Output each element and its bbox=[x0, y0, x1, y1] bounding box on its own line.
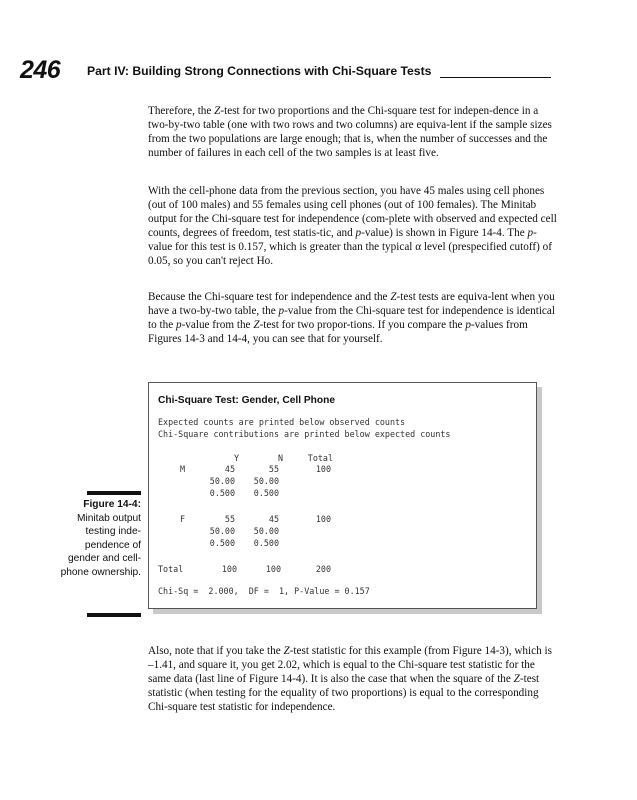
cell-row-total: 100 bbox=[315, 514, 331, 524]
running-head: Part IV: Building Strong Connections with Chi-Square Tests bbox=[87, 64, 432, 78]
paragraph-3: Because the Chi-square test for independence and the Z-test tests are equiva-lent when you have a two-by-two table, the p-value from the Chi-square test for independence is identical to the p-value from the Z-test for two propor-tions. If you compare the p-values from Figures 14-3 and 14-4, you can see that for yourself. bbox=[148, 291, 555, 345]
cell-observed: 55 bbox=[224, 514, 235, 524]
cell-column-total: 100 bbox=[265, 564, 281, 574]
paragraph-1: Therefore, the Z-test for two proportions and the Chi-square test for indepen-dence in a two-by-two table (one with two rows and two columns) are equiva-lent if the sample sizes from the two populations are large enough; that is, when the number of successes and the number of failures in each cell of the two samples is at least five. bbox=[148, 105, 552, 159]
figure-caption-text: Minitab output testing inde-pendence of gender and cell-phone ownership. bbox=[60, 512, 141, 578]
chi-square-result: Chi-Sq = 2.000, DF = 1, P-Value = 0.157 bbox=[158, 586, 370, 596]
column-header-y: Y bbox=[233, 453, 239, 463]
figure-caption-rule-top bbox=[87, 491, 141, 495]
cell-observed: 45 bbox=[224, 464, 235, 474]
cell-contribution: 0.500 bbox=[253, 538, 279, 548]
cell-expected: 50.00 bbox=[253, 476, 279, 486]
figure-caption-rule-bottom bbox=[87, 613, 141, 617]
paragraph-4: Also, note that if you take the Z-test statistic for this example (from Figure 14-3), which is –1.41, and square it, you get 2.02, which is equal to the Chi-square test statistic for the same data (last line of Figure 14-4). It is also the case that when the square of the Z-test statistic (when testing for the equality of two proportions) is equal to the corresponding Chi-square test statistic for independence. bbox=[148, 645, 552, 713]
header-rule bbox=[440, 77, 551, 78]
cell-expected: 50.00 bbox=[209, 476, 235, 486]
cell-observed: 55 bbox=[268, 464, 279, 474]
paragraph-2: With the cell-phone data from the previous section, you have 45 males using cell phones (out of 100 males) and 55 females using cell phones (out of 100 females). The Minitab output for the Chi-square test for independence (com-plete with observed and expected cell counts, degrees of freedom, test statis-tic, and p-value) is shown in Figure 14-4. The p-value for this test is 0.157, which is greater than the typical α level (prespecified cutoff) of 0.05, so you can't reject Ho. bbox=[148, 185, 557, 267]
cell-row-total: 100 bbox=[315, 464, 331, 474]
page-number: 246 bbox=[20, 56, 61, 84]
expected-counts-note: Expected counts are printed below observed counts bbox=[158, 417, 406, 427]
cell-contribution: 0.500 bbox=[253, 488, 279, 498]
cell-contribution: 0.500 bbox=[209, 538, 235, 548]
figure-title: Chi-Square Test: Gender, Cell Phone bbox=[158, 395, 335, 406]
cell-expected: 50.00 bbox=[253, 526, 279, 536]
cell-grand-total: 200 bbox=[315, 564, 331, 574]
row-label-f: F bbox=[179, 514, 185, 524]
column-header-total: Total bbox=[307, 453, 333, 463]
row-label-m: M bbox=[179, 464, 185, 474]
figure-caption bbox=[60, 498, 141, 580]
figure-label: Figure 14-4: bbox=[83, 499, 141, 510]
column-header-n: N bbox=[277, 453, 283, 463]
page-header bbox=[0, 58, 637, 84]
row-label-total: Total bbox=[158, 564, 184, 574]
cell-column-total: 100 bbox=[221, 564, 237, 574]
contributions-note: Chi-Square contributions are printed below expected counts bbox=[158, 429, 451, 439]
cell-expected: 50.00 bbox=[209, 526, 235, 536]
minitab-output-figure bbox=[148, 382, 537, 609]
cell-observed: 45 bbox=[268, 514, 279, 524]
cell-contribution: 0.500 bbox=[209, 488, 235, 498]
